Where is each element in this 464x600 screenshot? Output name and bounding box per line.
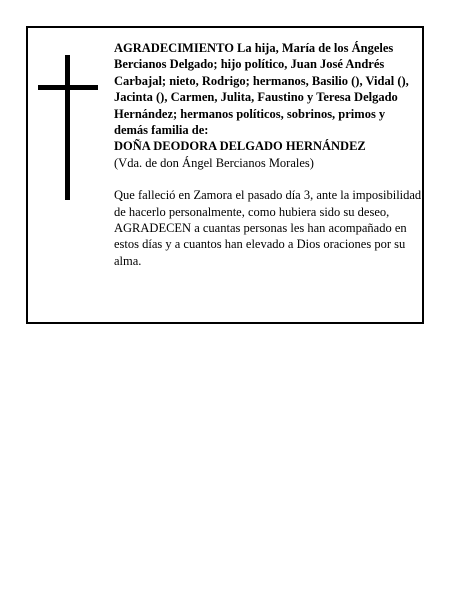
widow-note: (Vda. de don Ángel Bercianos Morales) xyxy=(114,155,314,170)
notice-text xyxy=(114,40,422,269)
obituary-notice xyxy=(26,26,424,324)
notice-body: Que falleció en Zamora el pasado día 3, ante la imposibilidad de hacerlo personalmente, como hubiera sido su deseo, AGRADECEN a cuantas personas les han acompañado en estos días y a cuantos han elevado a Dios oraciones por su alma. xyxy=(114,188,422,268)
deceased-name: DOÑA DEODORA DELGADO HERNÁNDEZ xyxy=(114,139,366,154)
notice-heading: AGRADECIMIENTO La hija, María de los Ángeles Bercianos Delgado; hijo político, Juan José Andrés Carbajal; nieto, Rodrigo; hermanos, Basilio (), Vidal (), Jacinta (), Carmen, Julita, Faustino y Teresa Delgado Hernández; hermanos políticos, sobrinos, primos y demás familia de: xyxy=(114,41,409,138)
cross-vertical-bar xyxy=(65,55,70,200)
cross-horizontal-bar xyxy=(38,85,98,90)
latin-cross-icon xyxy=(38,55,98,200)
